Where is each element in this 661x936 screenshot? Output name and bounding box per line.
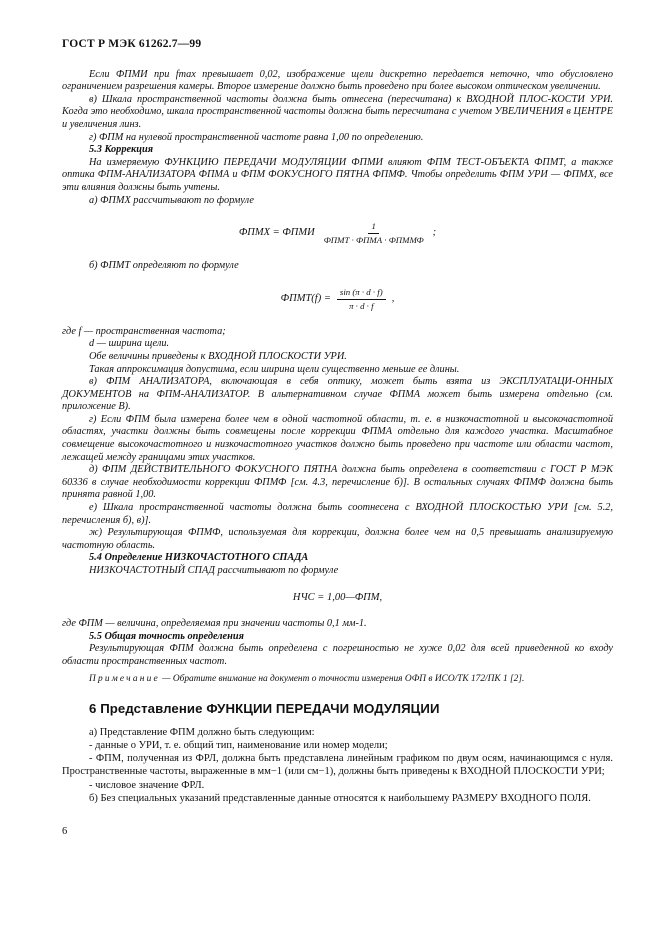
paragraph: г) Если ФПМ была измерена более чем в одной частотной области, т. е. в низкочастотной и высокочастотной областях, участки должны быть совмещены после коррекции ФПМА отдельно для каждого участка. Масштабное совмещение высокочастотного и низкочастотного участков должно быть проведено при частоте или области частот, лежащей между границами этих участков. (62, 413, 613, 463)
list-item: - ФПМ, полученная из ФРЛ, должна быть представлена линейным графиком по двум осям, начинающимся с нуля. Пространственные частоты, выраженные в мм−1 (или см−1), должны быть приведены к ВХОДНОЙ ПЛОСКОСТИ УРИ; (62, 753, 613, 778)
list-item: б) Без специальных указаний представленные данные относятся к наибольшему РАЗМЕРУ ВХОДНОГО ПОЛЯ. (89, 792, 591, 804)
section-heading-5-3: 5.3 Коррекция (89, 144, 154, 156)
paragraph: где f — пространственная частота; (62, 325, 226, 337)
note-label: Примечание (89, 673, 160, 684)
list-item: - числовое значение ФРЛ. (89, 779, 205, 791)
paragraph: где ФПМ — величина, определяемая при значении частоты 0,1 мм-1. (62, 618, 367, 630)
paragraph: Результирующая ФПМ должна быть определена с погрешностью не хуже 0,02 для всей приведенной ко входу области пространственных частот. (62, 643, 613, 667)
paragraph: d — ширина щели. (89, 338, 170, 350)
paragraph: Обе величины приведены к ВХОДНОЙ ПЛОСКОСТИ УРИ. (89, 350, 347, 362)
paragraph: б) ФПМТ определяют по формуле (89, 260, 239, 272)
section-heading-6: 6 Представление ФУНКЦИИ ПЕРЕДАЧИ МОДУЛЯЦИИ (89, 701, 440, 717)
formula-lhs: ФПМХ = ФПМИ (238, 227, 315, 239)
formula-fraction (337, 287, 386, 312)
paragraph: в) Шкала пространственной частоты должна быть отнесена (пересчитана) к ВХОДНОЙ ПЛОС-КОСТИ УРИ. Когда это необходимо, шкала пространственной частоты должна быть пересчитана с учетом УВЕЛИЧЕНИЯ в ЦЕНТРЕ и увеличения линз. (62, 93, 613, 130)
formula-mtf-x (62, 221, 613, 246)
formula-numerator: sin (π · d · f) (337, 287, 386, 300)
paragraph: в) ФПМ АНАЛИЗАТОРА, включающая в себя оптику, может быть взята из ЭКСПЛУАТАЦИ-ОННЫХ ДОКУМЕНТОВ на ФПМ-АНАЛИЗАТОР. В альтернативном случае ФПМА может быть измерена отдельно (см. приложение В). (62, 376, 613, 413)
formula-lf-drop: НЧС = 1,00—ФПМ, (292, 591, 383, 603)
list-item: - данные о УРИ, т. е. общий тип, наименование или номер модели; (89, 739, 388, 751)
list-item: а) Представление ФПМ должно быть следующим: (89, 726, 315, 738)
paragraph: е) Шкала пространственной частоты должна быть соотнесена с ВХОДНОЙ ПЛОСКОСТЬЮ УРИ [см. 5.2, перечисления б), в)]. (62, 502, 613, 526)
page-header: ГОСТ Р МЭК 61262.7—99 (62, 38, 202, 50)
section-heading-5-5: 5.5 Общая точность определения (89, 630, 244, 642)
paragraph: ж) Результирующая ФПМФ, используемая для коррекции, должна более чем на 0,5 превышать анализируемую частотную область. (62, 527, 613, 551)
formula-mtf-t (62, 287, 613, 312)
page-number: 6 (62, 826, 68, 837)
formula-tail: , (391, 292, 395, 304)
section-heading-5-4: 5.4 Определение НИЗКОЧАСТОТНОГО СПАДА (89, 552, 309, 564)
paragraph: а) ФПМХ рассчитывают по формуле (89, 194, 254, 206)
formula-numerator: 1 (368, 221, 378, 234)
paragraph: Такая аппроксимация допустима, если ширина щели существенно меньше ее длины. (89, 363, 460, 375)
note-text: — Обратите внимание на документ о точности измерения ОФП в ИСО/ТК 172/ПК 1 [2]. (159, 673, 525, 684)
formula-denominator: π · d · f (349, 300, 374, 311)
note (62, 673, 613, 686)
paragraph: д) ФПМ ДЕЙСТВИТЕЛЬНОГО ФОКУСНОГО ПЯТНА должна быть определена в соответствии с ГОСТ Р МЭК 60336 в случае необходимости коррекции ФПМФ [см. 4.3, перечисление б)]. В остальных случаях ФПМФ должна быть принята равной 1,00. (62, 464, 613, 501)
paragraph: г) ФПМ на нулевой пространственной частоте равна 1,00 по определению. (89, 131, 424, 143)
formula-lhs: ФПМТ(f) = (280, 292, 331, 304)
formula-fraction (321, 221, 427, 246)
paragraph: На измеряемую ФУНКЦИЮ ПЕРЕДАЧИ МОДУЛЯЦИИ ФПМИ влияют ФПМ ТЕСТ-ОБЪЕКТА ФПМТ, а также оптика ФПМ-АНАЛИЗАТОРА ФПМА и ФПМ ФОКУСНОГО ПЯТНА ФПМФ. Чтобы определить ФПМ УРИ — ФПМХ, все эти влияния должны быть учтены. (62, 156, 613, 193)
paragraph: Если ФПМИ при fmax превышает 0,02, изображение щели дискретно передается неточно, что обусловлено ограничением разрешения камеры. Второе измерение должно быть проведено при более высоком оптическом увеличении. (62, 68, 613, 93)
paragraph: НИЗКОЧАСТОТНЫЙ СПАД рассчитывают по формуле (89, 565, 339, 576)
formula-tail: ; (432, 227, 437, 239)
formula-denominator: ФПМТ · ФПМА · ФПММФ (323, 235, 424, 246)
